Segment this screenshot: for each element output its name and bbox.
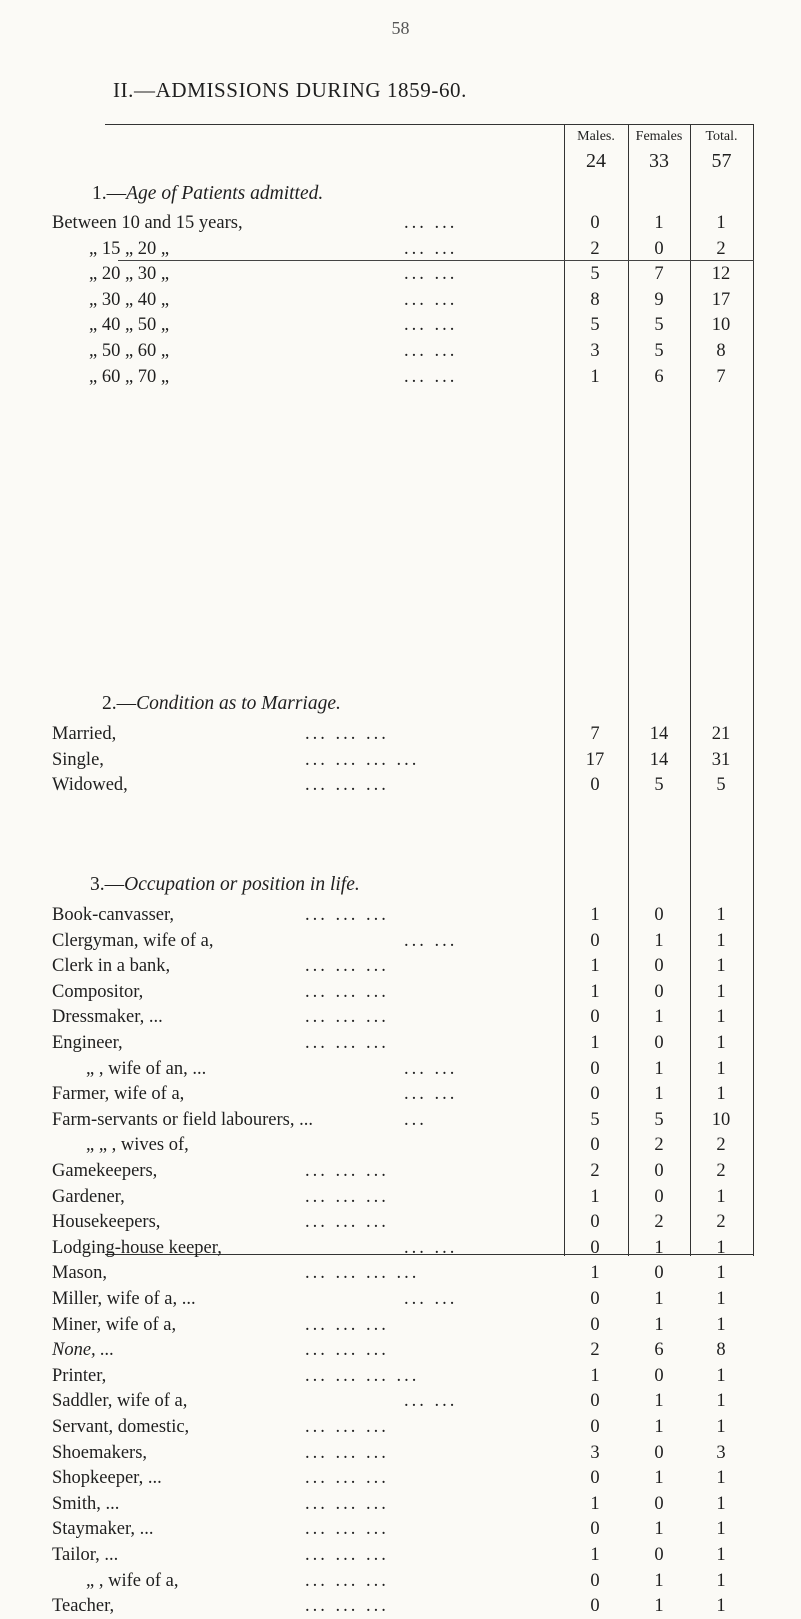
males-value: 5 <box>590 264 600 285</box>
section-heading-text <box>90 872 360 897</box>
females-value: 1 <box>654 1084 664 1105</box>
row-label: „ 60 „ 70 „ <box>89 366 170 387</box>
females-value: 5 <box>654 775 664 796</box>
row-label: Farmer, wife of a, <box>52 1084 185 1105</box>
table-row <box>0 1133 801 1158</box>
leader-dots: ... ... ... <box>305 1417 389 1437</box>
total-value: 2 <box>716 1212 726 1233</box>
males-value: 0 <box>590 1058 600 1079</box>
column-label: Females <box>635 129 683 144</box>
table-row <box>0 1261 801 1286</box>
males-value: 1 <box>590 981 600 1002</box>
males-value: 0 <box>590 775 600 796</box>
table-row <box>0 237 801 262</box>
table-row <box>0 1492 801 1517</box>
total-value: 1 <box>716 1007 726 1028</box>
females-value: 5 <box>654 341 664 361</box>
section-number: 1.— <box>92 183 127 204</box>
total-value: 1 <box>716 930 726 951</box>
total-value: 31 <box>711 749 731 770</box>
table-row <box>0 722 801 747</box>
column-total: 57 <box>711 150 732 172</box>
females-value: 7 <box>654 264 664 285</box>
leader-dots: ... ... <box>404 1058 458 1079</box>
row-label: Servant, domestic, <box>52 1417 190 1437</box>
females-value: 1 <box>654 1468 664 1489</box>
total-value: 2 <box>716 1135 726 1156</box>
females-value: 1 <box>654 1058 664 1079</box>
row-label: Tailor, ... <box>52 1545 119 1565</box>
page-number: 58 <box>391 18 410 38</box>
total-value: 3 <box>716 1442 726 1463</box>
males-value: 0 <box>590 1237 600 1258</box>
males-value: 7 <box>590 724 600 744</box>
leader-dots: ... ... <box>404 1237 458 1258</box>
leader-dots: ... ... ... <box>305 1212 389 1233</box>
row-label: Dressmaker, ... <box>52 1007 163 1028</box>
row-label: Widowed, <box>52 775 128 796</box>
leader-dots: ... ... ... <box>305 1519 389 1540</box>
males-value: 0 <box>590 1135 600 1156</box>
total-value: 1 <box>716 981 726 1002</box>
females-value: 1 <box>654 1289 664 1309</box>
total-value: 1 <box>716 1519 726 1540</box>
row-label: Shoemakers, <box>52 1442 148 1463</box>
females-value: 5 <box>654 315 664 336</box>
total-value: 1 <box>716 1391 726 1412</box>
leader-dots: ... ... ... <box>305 1596 389 1617</box>
females-value: 1 <box>654 1519 664 1540</box>
row-label: „ 30 „ 40 „ <box>89 289 170 310</box>
males-value: 1 <box>590 1493 600 1514</box>
row-label: „ 40 „ 50 „ <box>89 315 170 336</box>
row-label: „ 20 „ 30 „ <box>89 264 170 285</box>
total-value: 1 <box>716 1417 726 1437</box>
table-row <box>0 339 801 364</box>
females-value: 5 <box>654 1109 664 1130</box>
row-label: Lodging-house keeper, <box>52 1237 222 1258</box>
column-header-males <box>564 126 628 175</box>
total-value: 1 <box>716 1186 726 1207</box>
males-value: 3 <box>590 341 600 361</box>
leader-dots: ... ... ... <box>305 1033 389 1053</box>
table-row <box>0 1517 801 1542</box>
total-value: 1 <box>716 1596 726 1617</box>
leader-dots: ... ... ... <box>305 1186 389 1207</box>
males-value: 0 <box>590 1468 600 1489</box>
leader-dots: ... ... ... <box>305 1007 389 1028</box>
males-value: 2 <box>590 1161 600 1181</box>
males-value: 1 <box>590 1545 600 1565</box>
section-number: 2.— <box>102 693 137 714</box>
leader-dots: ... ... <box>404 289 458 310</box>
leader-dots: ... ... ... <box>305 1442 389 1463</box>
row-label: None, ... <box>52 1340 115 1361</box>
total-value: 1 <box>716 213 726 233</box>
leader-dots: ... ... <box>404 238 458 259</box>
males-value: 1 <box>590 1365 600 1386</box>
section-title: Condition as to Marriage. <box>136 693 341 714</box>
females-value: 0 <box>654 1186 664 1207</box>
total-value: 1 <box>716 1033 726 1053</box>
table-row <box>0 1543 801 1568</box>
leader-dots: ... <box>404 1109 427 1130</box>
total-value: 1 <box>716 1314 726 1335</box>
females-value: 0 <box>654 1033 664 1053</box>
females-value: 6 <box>654 1340 664 1361</box>
row-label: Miner, wife of a, <box>52 1314 177 1335</box>
table-row <box>0 1108 801 1133</box>
row-label: „ , wife of an, ... <box>86 1058 207 1079</box>
table-row <box>0 1441 801 1466</box>
table-row <box>0 748 801 773</box>
row-label: Saddler, wife of a, <box>52 1391 188 1412</box>
leader-dots: ... ... <box>404 930 458 951</box>
row-label: Gardener, <box>52 1186 125 1207</box>
total-value: 8 <box>716 341 726 361</box>
total-value: 10 <box>711 315 731 336</box>
row-label: Shopkeeper, ... <box>52 1468 162 1489</box>
leader-dots: ... ... ... <box>305 1545 389 1565</box>
males-value: 0 <box>590 1570 600 1591</box>
total-value: 1 <box>716 1084 726 1105</box>
females-value: 1 <box>654 930 664 951</box>
females-value: 0 <box>654 1263 664 1284</box>
females-value: 9 <box>654 289 664 310</box>
table-row <box>0 1082 801 1107</box>
males-value: 0 <box>590 1596 600 1617</box>
table-row <box>0 1185 801 1210</box>
row-label: Miller, wife of a, ... <box>52 1289 196 1309</box>
row-label: Clergyman, wife of a, <box>52 930 214 951</box>
row-label: Mason, <box>52 1263 107 1284</box>
row-label: Clerk in a bank, <box>52 956 171 977</box>
row-label: Housekeepers, <box>52 1212 161 1233</box>
leader-dots: ... ... <box>404 1391 458 1412</box>
section-heading-text <box>102 691 341 716</box>
males-value: 0 <box>590 213 600 233</box>
table-row <box>0 929 801 954</box>
section-title: Occupation or position in life. <box>124 874 360 895</box>
column-header-females <box>628 126 690 175</box>
total-value: 1 <box>716 1570 726 1591</box>
row-label: Gamekeepers, <box>52 1161 158 1181</box>
table-row <box>0 1569 801 1594</box>
section-number: 3.— <box>90 874 125 895</box>
leader-dots: ... ... ... <box>305 1493 389 1514</box>
table-row <box>0 954 801 979</box>
table-row <box>0 313 801 338</box>
males-value: 0 <box>590 1084 600 1105</box>
total-value: 1 <box>716 1237 726 1258</box>
table-row <box>0 1057 801 1082</box>
table-row <box>0 1159 801 1184</box>
males-value: 5 <box>590 1109 600 1130</box>
table-row <box>0 1210 801 1235</box>
row-label: Farm-servants or field labourers, ... <box>52 1109 313 1130</box>
females-value: 14 <box>649 724 669 744</box>
leader-dots: ... ... ... <box>305 1570 389 1591</box>
table-row <box>0 1031 801 1056</box>
males-value: 17 <box>585 749 605 770</box>
table-row <box>0 1313 801 1338</box>
leader-dots: ... ... ... <box>305 1340 389 1361</box>
total-value: 1 <box>716 1058 726 1079</box>
table-row <box>0 1415 801 1440</box>
table-row <box>0 1287 801 1312</box>
total-value: 1 <box>716 1263 726 1284</box>
table-row <box>0 1466 801 1491</box>
total-value: 10 <box>711 1109 731 1130</box>
males-value: 0 <box>590 1417 600 1437</box>
table-row <box>0 903 801 928</box>
row-label: Engineer, <box>52 1033 123 1053</box>
males-value: 0 <box>590 930 600 951</box>
leader-dots: ... ... <box>404 366 458 387</box>
total-value: 8 <box>716 1340 726 1361</box>
table-row <box>0 1594 801 1619</box>
leader-dots: ... ... ... <box>305 981 389 1002</box>
row-label: Book-canvasser, <box>52 905 175 925</box>
leader-dots: ... ... <box>404 341 458 361</box>
females-value: 0 <box>654 1545 664 1565</box>
row-label: „ , wife of a, <box>86 1570 179 1591</box>
table-row <box>0 262 801 287</box>
leader-dots: ... ... ... <box>305 724 389 744</box>
males-value: 2 <box>590 1340 600 1361</box>
females-value: 0 <box>654 1365 664 1386</box>
females-value: 0 <box>654 1442 664 1463</box>
leader-dots: ... ... ... ... <box>305 1263 420 1284</box>
males-value: 0 <box>590 1314 600 1335</box>
total-value: 2 <box>716 1161 726 1181</box>
total-value: 17 <box>711 289 731 310</box>
females-value: 1 <box>654 1391 664 1412</box>
row-label: Single, <box>52 749 104 770</box>
row-label: Between 10 and 15 years, <box>52 213 243 233</box>
leader-dots: ... ... ... ... <box>305 749 420 770</box>
males-value: 1 <box>590 1186 600 1207</box>
females-value: 1 <box>654 1596 664 1617</box>
females-value: 1 <box>654 213 664 233</box>
table-row <box>0 1364 801 1389</box>
females-value: 6 <box>654 366 664 387</box>
males-value: 0 <box>590 1007 600 1028</box>
total-value: 21 <box>711 724 731 744</box>
males-value: 0 <box>590 1289 600 1309</box>
total-value: 12 <box>711 264 731 285</box>
males-value: 2 <box>590 238 600 259</box>
row-label: Printer, <box>52 1365 107 1386</box>
table-row <box>0 365 801 390</box>
leader-dots: ... ... ... <box>305 1161 389 1181</box>
leader-dots: ... ... ... <box>305 775 389 796</box>
row-label: Married, <box>52 724 117 744</box>
column-label: Total. <box>705 129 738 144</box>
leader-dots: ... ... ... <box>305 1314 389 1335</box>
leader-dots: ... ... ... ... <box>305 1365 420 1386</box>
total-value: 1 <box>716 956 726 977</box>
table-row <box>0 1236 801 1261</box>
table-row <box>0 1338 801 1363</box>
leader-dots: ... ... ... <box>305 1468 389 1489</box>
table-row <box>0 288 801 313</box>
column-label: Males. <box>577 129 615 144</box>
females-value: 1 <box>654 1417 664 1437</box>
table-top-rule <box>105 124 754 125</box>
total-value: 1 <box>716 1468 726 1489</box>
males-value: 1 <box>590 905 600 925</box>
row-label: Staymaker, ... <box>52 1519 154 1540</box>
table-row <box>0 1005 801 1030</box>
section-title: Age of Patients admitted. <box>126 183 324 204</box>
males-value: 0 <box>590 1519 600 1540</box>
leader-dots: ... ... ... <box>305 905 389 925</box>
row-label: Compositor, <box>52 981 144 1002</box>
females-value: 0 <box>654 956 664 977</box>
column-total: 24 <box>586 150 606 172</box>
total-value: 2 <box>716 238 726 259</box>
females-value: 0 <box>654 905 664 925</box>
leader-dots: ... ... <box>404 1084 458 1105</box>
males-value: 1 <box>590 956 600 977</box>
total-value: 5 <box>716 775 726 796</box>
leader-dots: ... ... <box>404 1289 458 1309</box>
table-row <box>0 211 801 236</box>
males-value: 3 <box>590 1442 600 1463</box>
total-value: 1 <box>716 1289 726 1309</box>
table-row <box>0 980 801 1005</box>
column-header-total <box>690 126 753 175</box>
females-value: 0 <box>654 1493 664 1514</box>
row-label: „ „ , wives of, <box>86 1135 189 1156</box>
row-label: Teacher, <box>52 1596 115 1617</box>
leader-dots: ... ... <box>404 264 458 285</box>
page-title: II.—ADMISSIONS DURING 1859-60. <box>113 78 467 102</box>
females-value: 1 <box>654 1237 664 1258</box>
males-value: 8 <box>590 289 600 310</box>
males-value: 0 <box>590 1391 600 1412</box>
females-value: 1 <box>654 1570 664 1591</box>
females-value: 0 <box>654 1161 664 1181</box>
row-label: Smith, ... <box>52 1493 120 1514</box>
total-value: 7 <box>716 366 726 387</box>
females-value: 2 <box>654 1212 664 1233</box>
leader-dots: ... ... ... <box>305 956 389 977</box>
table-row <box>0 1389 801 1414</box>
females-value: 0 <box>654 238 664 259</box>
total-value: 1 <box>716 1493 726 1514</box>
section-heading-text <box>92 181 323 206</box>
females-value: 2 <box>654 1135 664 1156</box>
total-value: 1 <box>716 1545 726 1565</box>
females-value: 1 <box>654 1314 664 1335</box>
females-value: 1 <box>654 1007 664 1028</box>
females-value: 14 <box>649 749 669 770</box>
males-value: 5 <box>590 315 600 336</box>
row-label: „ 50 „ 60 „ <box>89 341 170 361</box>
males-value: 0 <box>590 1212 600 1233</box>
total-value: 1 <box>716 1365 726 1386</box>
males-value: 1 <box>590 1263 600 1284</box>
females-value: 0 <box>654 981 664 1002</box>
males-value: 1 <box>590 366 600 387</box>
column-total: 33 <box>649 150 669 172</box>
total-value: 1 <box>716 905 726 925</box>
males-value: 1 <box>590 1033 600 1053</box>
table-row <box>0 773 801 798</box>
row-label: „ 15 „ 20 „ <box>89 238 170 259</box>
leader-dots: ... ... <box>404 213 458 233</box>
leader-dots: ... ... <box>404 315 458 336</box>
